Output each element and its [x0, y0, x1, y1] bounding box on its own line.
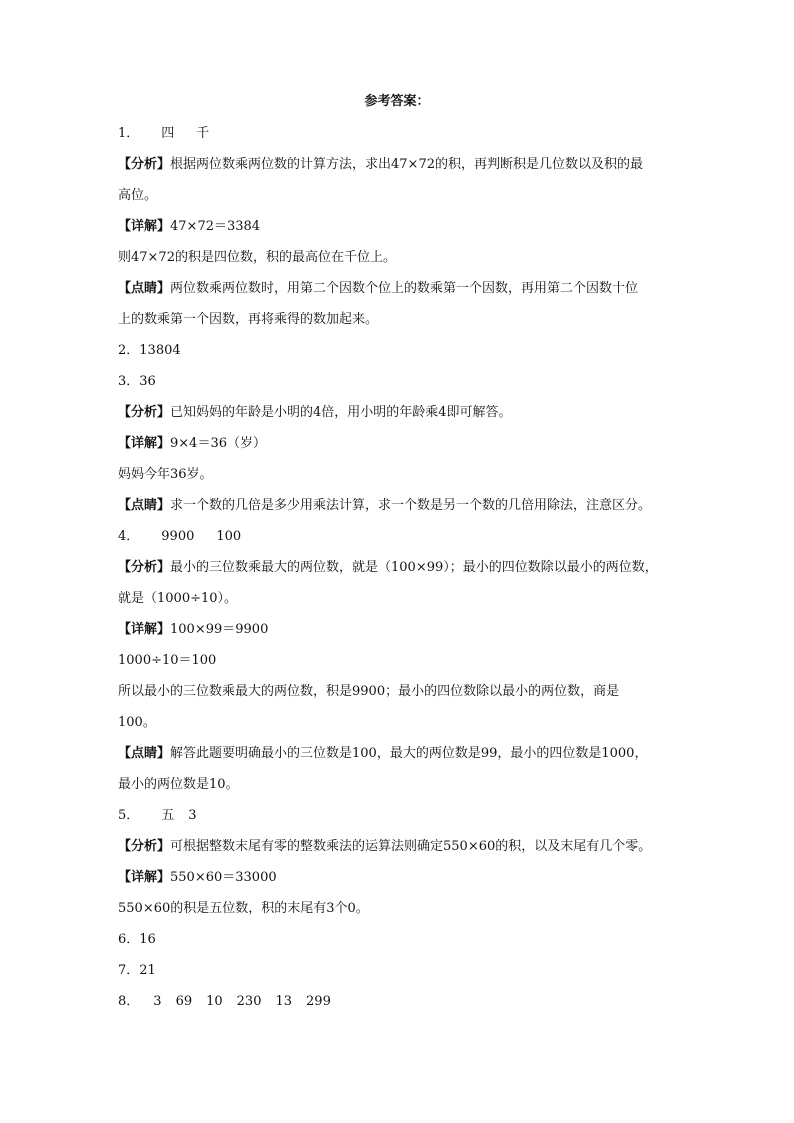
q6-answer-line — [118, 930, 688, 950]
q7-answer: 21 — [139, 963, 156, 978]
q4-detail-text: 100×99＝9900 — [170, 622, 269, 637]
detail-tag: 【详解】 — [118, 870, 171, 885]
q2-number: 2． — [118, 343, 140, 358]
q3-detail-2: 妈妈今年36岁。 — [118, 467, 213, 482]
q8-answer-line — [118, 992, 688, 1012]
q5-detail-text: 550×60＝33000 — [170, 870, 277, 885]
q1-analysis — [118, 155, 688, 175]
q5-analysis-text: 可根据整数末尾有零的整数乘法的运算法则确定550×60的积，以及末尾有几个零。 — [170, 839, 652, 854]
q1-answer-1: 四 — [161, 126, 175, 141]
q1-point-text: 两位数乘两位数时，用第二个因数个位上的数乘第一个因数，再用第二个因数十位 — [170, 281, 639, 296]
detail-tag: 【详解】 — [118, 436, 171, 451]
analysis-tag: 【分析】 — [118, 157, 171, 172]
q4-detail-3: 所以最小的三位数乘最大的两位数，积是9900；最小的四位数除以最小的两位数，商是 — [118, 684, 620, 699]
q4-analysis-cont: 就是（1000÷10）。 — [118, 591, 238, 606]
q5-answer-line — [118, 806, 688, 826]
q4-analysis — [118, 558, 688, 578]
q4-point-cont: 最小的两位数是10。 — [118, 777, 239, 792]
q4-detail — [118, 620, 688, 640]
q4-point — [118, 744, 688, 764]
analysis-tag: 【分析】 — [118, 405, 171, 420]
q8-answer-2: 69 — [175, 994, 193, 1009]
q2-answer: 13804 — [139, 343, 181, 358]
q8-answer-1: 3 — [153, 994, 162, 1009]
q8-answer-3: 10 — [206, 994, 223, 1009]
q3-point — [118, 496, 688, 516]
q3-analysis-text: 已知妈妈的年龄是小明的4倍，用小明的年龄乘4即可解答。 — [170, 405, 512, 420]
analysis-tag: 【分析】 — [118, 560, 171, 575]
q4-point-text: 解答此题要明确最小的三位数是100，最大的两位数是99，最小的四位数是1000， — [170, 746, 648, 761]
q4-detail-3-cont: 100。 — [118, 715, 156, 730]
q4-detail-2: 1000÷10＝100 — [118, 653, 217, 668]
q6-number: 6． — [118, 932, 140, 947]
q4-answer-1: 9900 — [161, 529, 195, 544]
point-tag: 【点睛】 — [118, 498, 171, 513]
q6-answer: 16 — [139, 932, 156, 947]
analysis-tag: 【分析】 — [118, 839, 171, 854]
q3-number: 3． — [118, 374, 140, 389]
q1-analysis-cont: 高位。 — [118, 188, 158, 203]
q1-detail-2: 则47×72的积是四位数，积的最高位在千位上。 — [118, 250, 396, 265]
q5-answer-2: 3 — [188, 808, 197, 823]
q1-detail — [118, 217, 688, 237]
q8-answer-6: 299 — [306, 994, 331, 1009]
q3-answer: 36 — [139, 374, 156, 389]
q1-answer-line — [118, 124, 688, 144]
q8-answer-4: 230 — [236, 994, 262, 1009]
q3-point-text: 求一个数的几倍是多少用乘法计算，求一个数是另一个数的几倍用除法，注意区分。 — [170, 498, 652, 513]
q5-analysis — [118, 837, 688, 857]
q4-number: 4． — [118, 529, 140, 544]
q3-detail — [118, 434, 688, 454]
q4-answer-2: 100 — [216, 529, 242, 544]
q8-number: 8． — [118, 994, 140, 1009]
q8-answer-5: 13 — [275, 994, 293, 1009]
q4-answer-line — [118, 527, 688, 547]
q1-number: 1． — [118, 126, 140, 141]
q3-analysis — [118, 403, 688, 423]
q5-answer-1: 五 — [161, 808, 175, 823]
q7-number: 7． — [118, 963, 140, 978]
q4-analysis-text: 最小的三位数乘最大的两位数，就是（100×99）；最小的四位数除以最小的两位数， — [170, 560, 658, 575]
q7-answer-line — [118, 961, 688, 981]
q5-number: 5． — [118, 808, 140, 823]
q1-analysis-text: 根据两位数乘两位数的计算方法，求出47×72的积，再判断积是几位数以及积的最 — [170, 157, 643, 172]
detail-tag: 【详解】 — [118, 622, 171, 637]
q1-point — [118, 279, 688, 299]
q1-detail-text: 47×72＝3384 — [170, 219, 261, 234]
q1-point-cont: 上的数乘第一个因数，再将乘得的数加起来。 — [118, 312, 379, 327]
q5-detail-2: 550×60的积是五位数，积的末尾有3个0。 — [118, 901, 369, 916]
q2-answer-line — [118, 341, 688, 361]
q3-detail-text: 9×4＝36（岁） — [170, 436, 266, 451]
point-tag: 【点睛】 — [118, 281, 171, 296]
detail-tag: 【详解】 — [118, 219, 171, 234]
point-tag: 【点睛】 — [118, 746, 171, 761]
q3-answer-line — [118, 372, 688, 392]
q5-detail — [118, 868, 688, 888]
page-title: 参考答案： — [364, 94, 430, 109]
q1-answer-2: 千 — [196, 126, 210, 141]
